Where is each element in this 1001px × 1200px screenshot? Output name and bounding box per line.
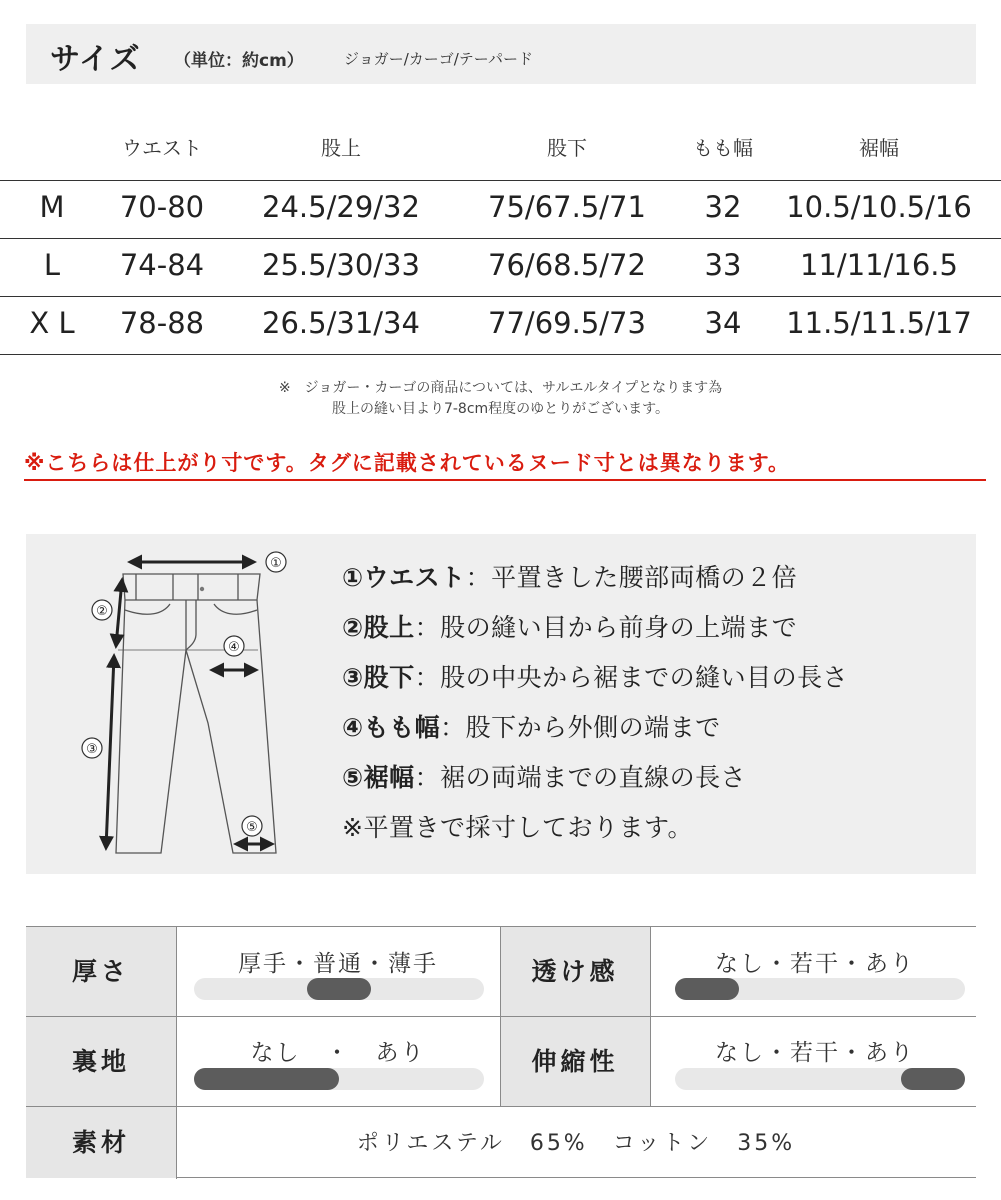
rise-allowance-note: 股上の縫い目より7-8cm程度のゆとりがございます。: [331, 401, 670, 417]
column-header-waist: ウエスト: [122, 136, 202, 160]
legend-key: ⑤裾幅: [342, 763, 415, 792]
marker-4: ④: [228, 640, 240, 655]
table-divider: [0, 354, 1001, 355]
legend-item-waist: [342, 558, 848, 608]
legend-desc: ：股の中央から裾までの縫い目の長さ: [414, 663, 849, 692]
waist-value: 78-88: [119, 306, 205, 340]
legend-key: ①ウエスト: [342, 563, 466, 592]
jogger-note: ※ ジョガー・カーゴの商品については、サルエルタイプとなります為: [278, 380, 723, 396]
thickness-scale: 厚手・普通・薄手: [238, 951, 438, 977]
marker-1: ①: [270, 556, 282, 571]
measurement-footnote: ※平置きで採寸しております。: [342, 813, 693, 842]
lining-scale: なし ・ あり: [250, 1040, 426, 1066]
sheer-scale: なし・若干・あり: [715, 951, 915, 977]
marker-5: ⑤: [246, 820, 258, 835]
table-divider: [500, 927, 501, 1107]
rise-value: 26.5/31/34: [262, 306, 420, 340]
hem-value: 11.5/11.5/17: [786, 306, 972, 340]
product-types: ジョガー/カーゴ/テーパード: [344, 50, 534, 68]
legend-key: ②股上: [342, 613, 415, 642]
thigh-value: 34: [704, 306, 742, 340]
marker-3: ③: [86, 742, 98, 757]
lining-track: [194, 1068, 484, 1090]
legend-desc: ：股下から外側の端まで: [440, 713, 721, 742]
rise-value: 24.5/29/32: [262, 190, 420, 224]
material-label: 素材: [26, 1107, 176, 1178]
unit-label: （単位：約cm）: [174, 51, 304, 71]
legend-item-thigh: [342, 708, 848, 758]
stretch-track: [675, 1068, 965, 1090]
measurement-legend: [342, 558, 848, 858]
rise-value: 25.5/30/33: [262, 248, 420, 282]
hem-value: 10.5/10.5/16: [786, 190, 972, 224]
measurement-arrows-icon: [106, 562, 272, 848]
stretch-label: 伸縮性: [500, 1017, 650, 1106]
column-header-thigh: もも幅: [693, 136, 753, 160]
waist-value: 74-84: [119, 248, 205, 282]
thickness-label: 厚さ: [26, 927, 176, 1016]
legend-item-rise: [342, 608, 848, 658]
legend-desc: ：股の縫い目から前身の上端まで: [414, 613, 798, 642]
measurement-guide: [26, 534, 976, 874]
lining-indicator: [194, 1068, 339, 1090]
table-divider: [26, 1016, 976, 1017]
sheer-indicator: [675, 978, 739, 1000]
inseam-value: 77/69.5/73: [488, 306, 646, 340]
thickness-indicator: [307, 978, 371, 1000]
attribute-table: [26, 926, 976, 1178]
legend-item-inseam: [342, 658, 848, 708]
stretch-scale: なし・若干・あり: [715, 1040, 915, 1066]
legend-desc: ：平置きした腰部両橋の２倍: [465, 563, 798, 592]
warning-underline: [24, 479, 986, 481]
thigh-value: 32: [704, 190, 742, 224]
column-header-inseam: 股下: [547, 136, 587, 160]
size-label: L: [43, 248, 61, 282]
legend-item-hem: [342, 758, 848, 808]
inseam-value: 75/67.5/71: [488, 190, 646, 224]
header-bar: [26, 24, 976, 84]
waist-value: 70-80: [119, 190, 205, 224]
hem-value: 11/11/16.5: [800, 248, 958, 282]
thigh-value: 33: [704, 248, 742, 282]
sheer-label: 透け感: [500, 927, 650, 1016]
sheer-track: [675, 978, 965, 1000]
legend-key: ③股下: [342, 663, 415, 692]
table-divider: [26, 1106, 976, 1107]
thickness-track: [194, 978, 484, 1000]
size-label: M: [39, 190, 65, 224]
column-header-rise: 股上: [321, 136, 361, 160]
pants-outline-icon: [116, 574, 276, 853]
stretch-indicator: [901, 1068, 965, 1090]
finished-size-warning: ※こちらは仕上がり寸です。タグに記載されているヌード寸とは異なります。: [24, 451, 791, 475]
table-row: [0, 296, 1001, 354]
size-label: X L: [29, 306, 75, 340]
table-row: [0, 238, 1001, 296]
legend-key: ④もも幅: [342, 713, 441, 742]
table-divider: [650, 927, 651, 1107]
pants-diagram: [78, 548, 318, 860]
legend-desc: ：裾の両端までの直線の長さ: [414, 763, 747, 792]
inseam-value: 76/68.5/72: [488, 248, 646, 282]
lining-label: 裏地: [26, 1017, 176, 1106]
material-value: ポリエステル 65% コットン 35%: [356, 1131, 796, 1156]
column-header-hem: 裾幅: [859, 136, 899, 160]
table-row: [0, 180, 1001, 238]
marker-2: ②: [96, 604, 108, 619]
page-title: サイズ: [50, 42, 141, 77]
